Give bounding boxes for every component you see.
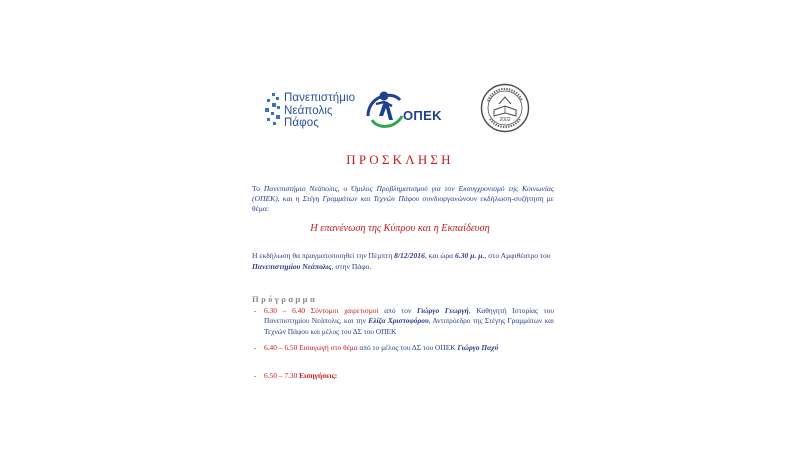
program-bullet: -	[254, 371, 257, 380]
intro-university: Πανεπιστήμιο Νεάπολις	[263, 184, 338, 193]
event-text: , στο Αμφιθέατρο του	[484, 251, 551, 260]
program-text: από το μέλος του ΔΣ του ΟΠΕΚ	[357, 343, 458, 352]
program-speaker: Ελίζα Χριστοφόρου	[368, 316, 429, 326]
university-dots-icon	[262, 91, 282, 129]
event-text: , στην Πάφο.	[331, 262, 372, 271]
opek-label: ΟΠΕΚ	[403, 108, 442, 123]
program-label: Σύντομοι χαιρετισμοί	[305, 306, 379, 315]
book-seal-icon	[480, 83, 530, 133]
program-item-body	[264, 343, 554, 353]
university-line-2: Νεάπολις	[284, 104, 333, 117]
intro-text: , και η	[277, 194, 303, 204]
university-logo	[262, 91, 374, 129]
intro-paragraph	[252, 184, 554, 215]
program-time: 6.30 – 6.40	[264, 306, 306, 315]
event-details	[252, 250, 554, 272]
program-item-body	[264, 306, 554, 337]
program-label: Εισαγωγή στο θέμα	[297, 343, 358, 352]
event-date: 8/12/2016	[394, 251, 425, 260]
intro-text: Το	[252, 184, 264, 193]
program-bullet: -	[254, 306, 257, 315]
seal-year: 2002	[499, 117, 511, 123]
university-name	[284, 92, 355, 130]
event-topic: Η επανένωση της Κύπρου και η Εκπαίδευση	[310, 223, 490, 234]
program-text: , Καθηγητή Ιστορίας του Πανεπιστημίου Νεάπολις, και την	[264, 306, 554, 326]
page-title: ΠΡΟΣΚΛΗΣΗ	[346, 152, 454, 167]
seal-logo	[480, 83, 530, 133]
intro-text: , ο	[337, 184, 352, 193]
program-item-body	[264, 371, 554, 381]
program-text: από τον	[378, 306, 418, 315]
university-line-1: Πανεπιστήμιο	[284, 92, 356, 104]
intro-opek: Όμιλος Προβληματισμού για τον Εκσυγχρονισμό της Κοινωνίας (ΟΠΕΚ)	[252, 184, 555, 204]
event-text: Η εκδήλωση θα πραγματοποιηθεί την Πέμπτη	[252, 251, 395, 260]
program-bullet: -	[254, 343, 257, 352]
intro-stegi: Στέγη Γραμμάτων και Τεχνών Πάφου	[302, 194, 420, 204]
program-label: Εισηγήσεις:	[297, 371, 338, 380]
event-text: , και ώρα	[424, 251, 456, 260]
program-speaker: Γιώργο Γεωργή	[417, 306, 469, 315]
opek-figure-icon	[362, 86, 406, 132]
program-heading: Πρόγραμμα	[252, 294, 318, 304]
program-time: 6.40 – 6.50	[264, 343, 298, 352]
intro-text: συνδιοργανώνουν εκδήλωση-συζήτηση με θέμα:	[252, 194, 554, 214]
university-line-3: Πάφος	[284, 117, 319, 129]
event-venue: Πανεπιστημίου Νεάπολις	[252, 262, 332, 271]
event-time: 6.30 μ. μ.	[455, 251, 485, 260]
program-text: , Αντιπρόεδρο της Στέγης Γραμμάτων και Τεχνών Πάφου και μέλος του ΔΣ του ΟΠΕΚ	[264, 316, 554, 336]
opek-logo	[362, 86, 450, 132]
program-time: 6.50 – 7.30	[264, 371, 298, 380]
program-speaker: Γιώργο Παχύ	[457, 343, 499, 352]
